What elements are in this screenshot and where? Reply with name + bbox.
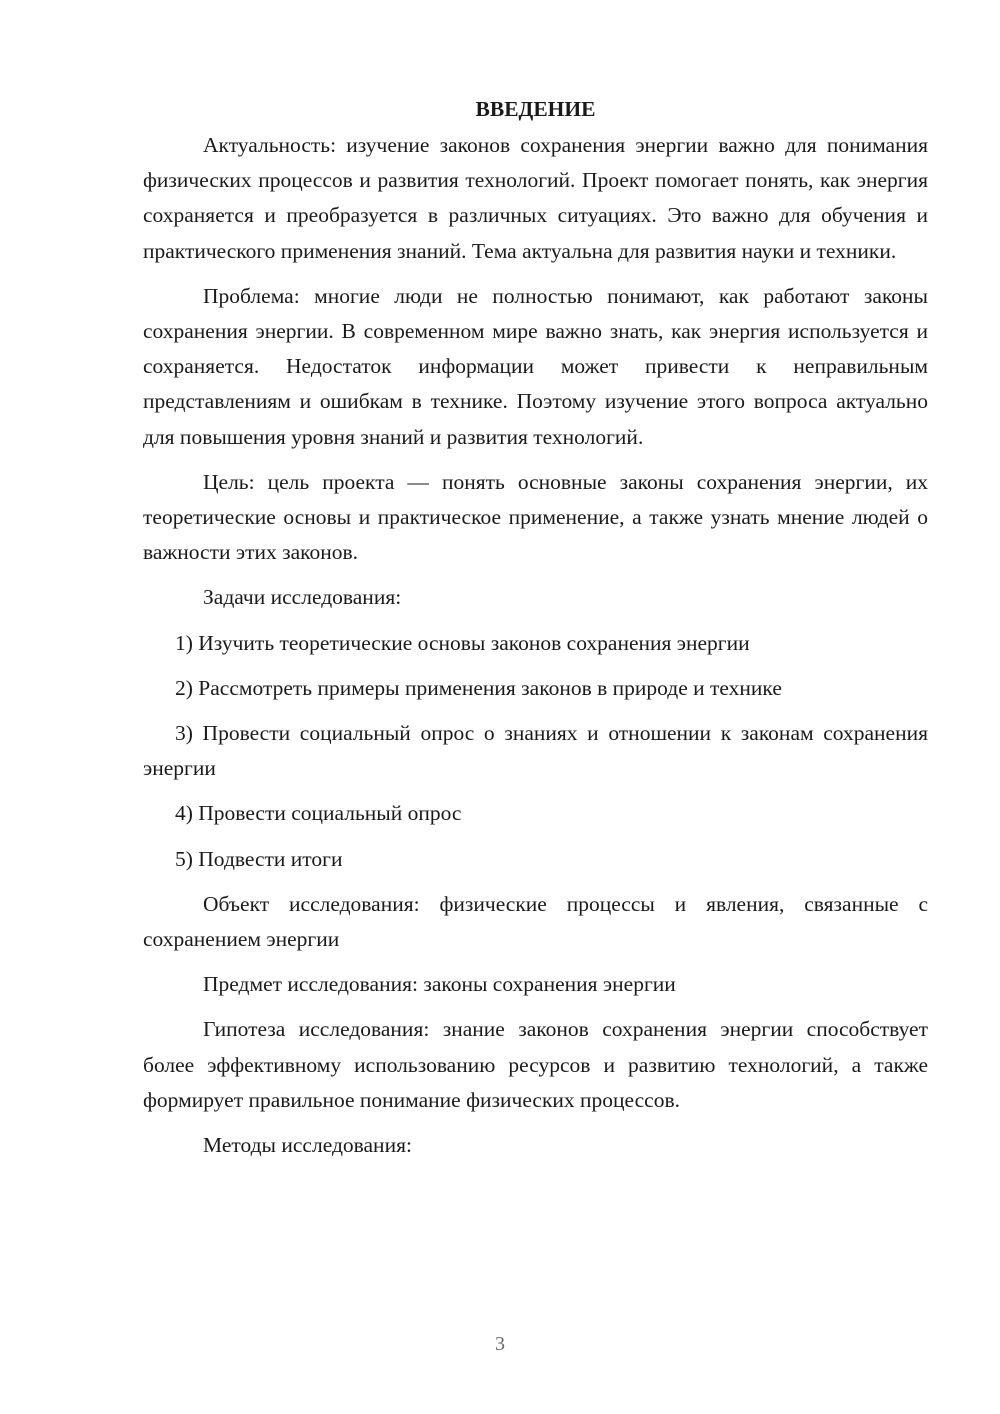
problem-paragraph: Проблема: многие люди не полностью понимают, как работают законы сохранения энергии. В современном мире важно знать, как энергия используется и сохраняется. Недостаток информации может привести к неправильным представлениям и ошибкам в технике. Поэтому изучение этого вопроса актуально для повышения уровня знаний и развития технологий. [143, 283, 928, 449]
hypothesis-paragraph: Гипотеза исследования: знание законов сохранения энергии способствует более эффективному использованию ресурсов и развитию технологий, а также формирует правильное понимание физических процессов. [143, 1017, 928, 1112]
methods-heading: Методы исследования: [203, 1133, 412, 1158]
document-page [143, 92, 928, 1173]
section-title: ВВЕДЕНИЕ [475, 97, 596, 121]
page-number: 3 [495, 1333, 505, 1355]
goal-paragraph: Цель: цель проекта — понять основные законы сохранения энергии, их теоретические основы и практическое применение, а также узнать мнение людей о важности этих законов. [143, 469, 928, 565]
task-item-5: 5) Подвести итоги [175, 846, 343, 871]
task-item-4: 4) Провести социальный опрос [175, 801, 462, 826]
subject-paragraph: Предмет исследования: законы сохранения энергии [203, 972, 676, 997]
task-item-2: 2) Рассмотреть примеры применения законов в природе и технике [175, 675, 782, 700]
task-item-1: 1) Изучить теоретические основы законов сохранения энергии [175, 630, 750, 655]
tasks-heading: Задачи исследования: [203, 585, 402, 610]
object-paragraph: Объект исследования: физические процессы и явления, связанные с сохранением энергии [143, 891, 928, 952]
task-item-3: 3) Провести социальный опрос о знаниях и отношении к законам сохранения энергии [143, 721, 928, 781]
relevance-paragraph: Актуальность: изучение законов сохранения энергии важно для понимания физических процессов и развития технологий. Проект помогает понять, как энергия сохраняется и преобразуется в различных ситуациях. Это важно для обучения и практического применения знаний. Тема актуальна для развития науки и техники. [143, 133, 928, 263]
